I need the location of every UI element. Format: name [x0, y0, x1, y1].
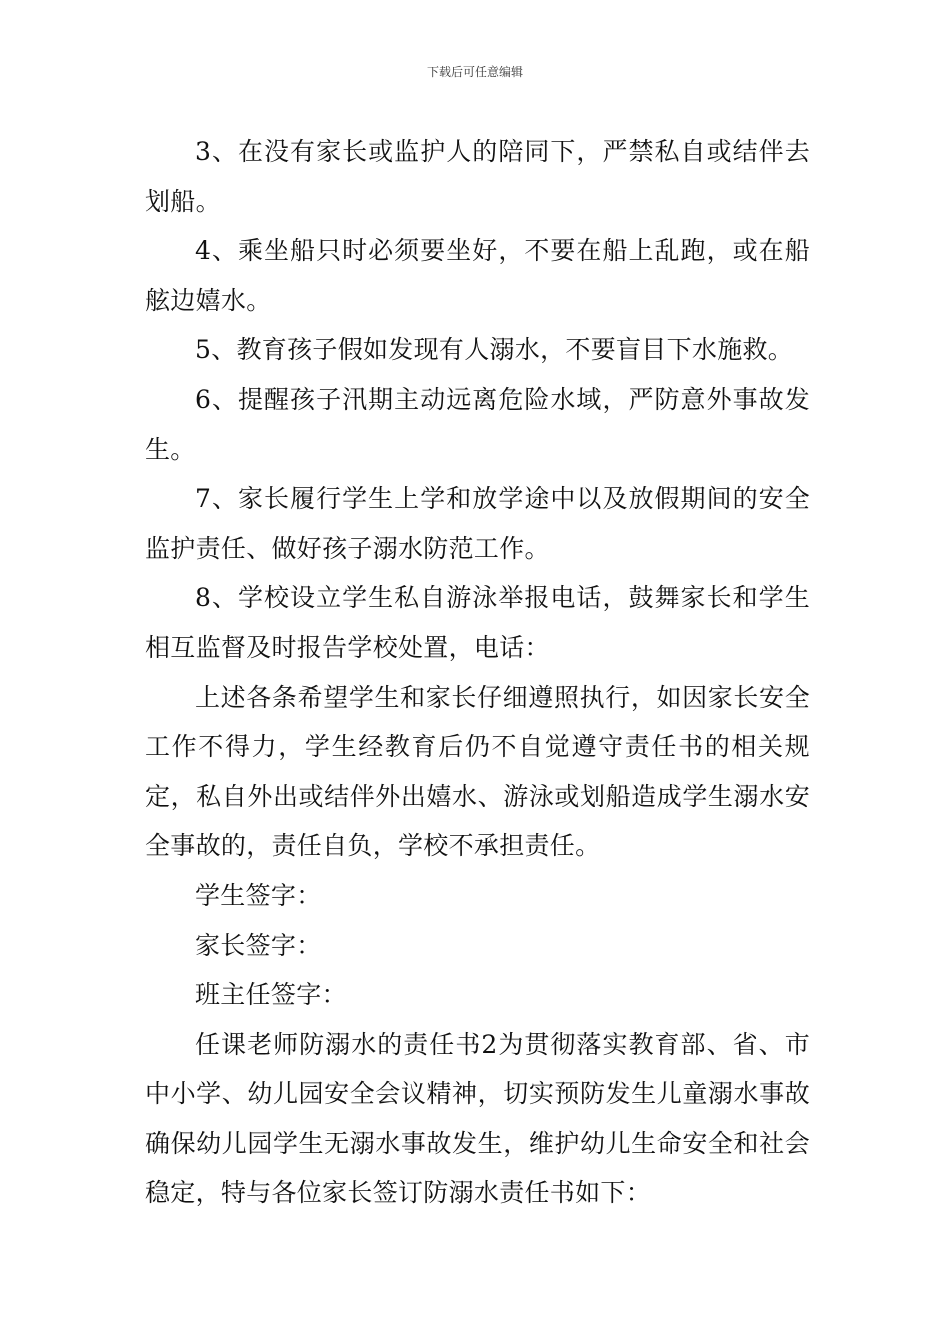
- closing-statement: 上述各条希望学生和家长仔细遵照执行，如因家长安全工作不得力，学生经教育后仍不自觉遵守责任书的相关规定，私自外出或结伴外出嬉水、游泳或划船造成学生溺水安全事故的，责任自负，学校不承担责任。: [145, 682, 810, 861]
- rule-item-3: 3、在没有家长或监护人的陪同下，严禁私自或结伴去划船。: [145, 137, 810, 216]
- second-document-intro: 任课老师防溺水的责任书2为贯彻落实教育部、省、市中小学、幼儿园安全会议精神，切实预防发生儿童溺水事故确保幼儿园学生无溺水事故发生，维护幼儿生命安全和社会稳定，特与各位家长签订防溺水责任书如下：: [145, 1029, 810, 1208]
- teacher-signature-line: 班主任签字：: [195, 980, 347, 1010]
- rule-item-7: 7、家长履行学生上学和放学途中以及放假期间的安全监护责任、做好孩子溺水防范工作。: [145, 484, 810, 563]
- rule-item-6: 6、提醒孩子汛期主动远离危险水域，严防意外事故发生。: [145, 384, 810, 464]
- rule-item-4: 4、乘坐船只时必须要坐好，不要在船上乱跑，或在船舷边嬉水。: [145, 236, 810, 315]
- rule-item-5: 5、教育孩子假如发现有人溺水，不要盲目下水施救。: [195, 335, 794, 365]
- parent-signature-line: 家长签字：: [195, 930, 322, 960]
- rule-item-8: 8、学校设立学生私自游泳举报电话，鼓舞家长和学生相互监督及时报告学校处置，电话：: [145, 583, 810, 662]
- student-signature-line: 学生签字：: [195, 880, 322, 910]
- page-header: 下载后可任意编辑: [426, 65, 523, 79]
- document-body: [145, 127, 810, 1218]
